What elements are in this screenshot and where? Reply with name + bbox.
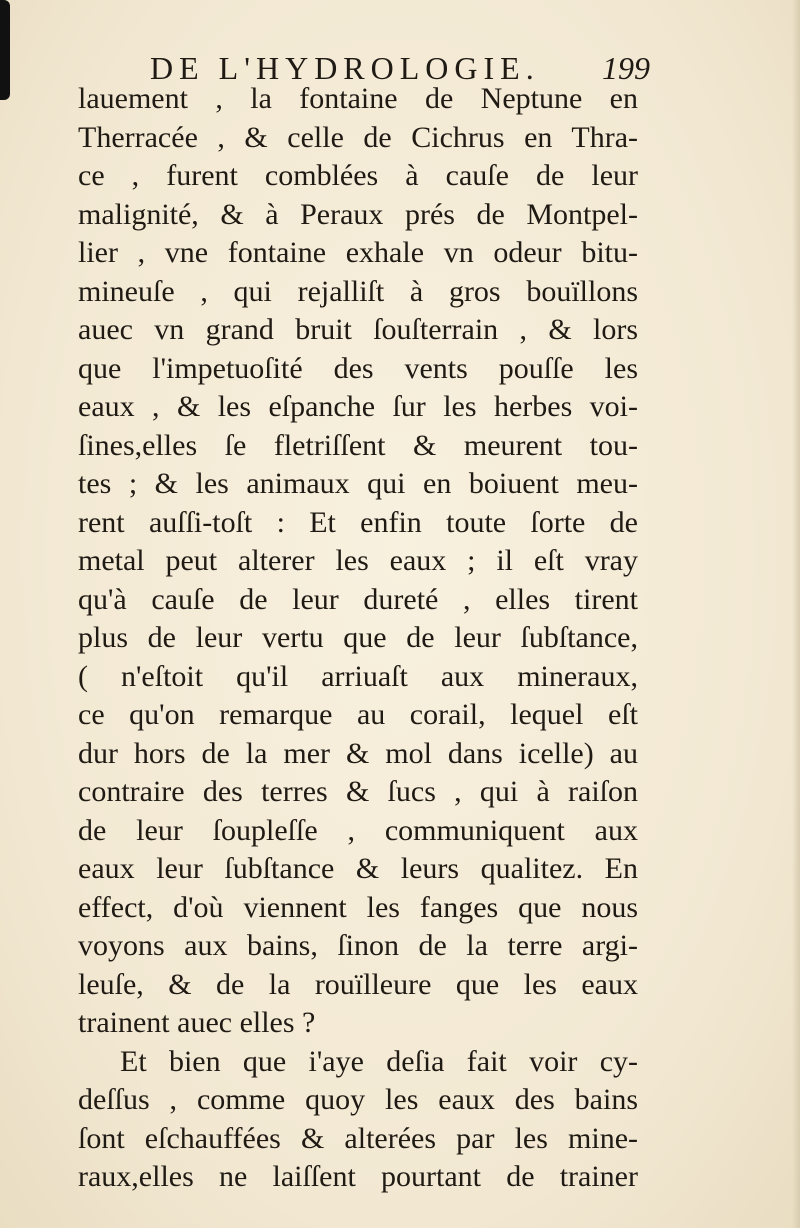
text-line: qu'à cauſe de leur dureté , elles tirent — [78, 582, 638, 616]
text-line: lier , vne fontaine exhale vn odeur bitu- — [78, 236, 638, 269]
text-line: contraire des terres & ſucs , qui à raiſon — [78, 775, 638, 808]
text-line: eaux leur ſubſtance & leurs qualitez. En — [78, 852, 638, 885]
binding-edge — [0, 0, 10, 100]
page-edge-shadow — [792, 0, 800, 1228]
text-line: lauement , la fontaine de Neptune en — [78, 82, 638, 115]
text-line: mineuſe , qui rejalliſt à gros bouïllons — [78, 274, 638, 308]
paragraph-start-line: Et bien que i'aye deſia fait voir cy- — [120, 1044, 638, 1078]
text-line: leuſe, & de la rouïlleure que les eaux — [78, 967, 638, 1001]
text-line: effect, d'où viennent les fanges que nous — [78, 890, 638, 924]
text-line: ( n'eſtoit qu'il arriuaſt aux mineraux, — [78, 659, 638, 693]
text-line: raux,elles ne laiſſent pourtant de trainer — [78, 1160, 638, 1193]
text-line: plus de leur vertu que de leur ſubſtance, — [78, 621, 638, 654]
text-line: eaux , & les eſpanche ſur les herbes voi- — [78, 390, 638, 423]
text-line: ſont eſchauffées & alterées par les mine- — [78, 1121, 638, 1155]
text-line: ce qu'on remarque au corail, lequel eſt — [78, 698, 638, 731]
text-line: deſſus , comme quoy les eaux des bains — [78, 1083, 638, 1116]
text-line: de leur ſoupleſſe , communiquent aux — [78, 813, 638, 847]
text-line: Therracée , & celle de Cichrus en Thra- — [78, 120, 638, 154]
running-head: DE L'HYDROLOGIE. — [150, 50, 540, 86]
text-block — [78, 80, 638, 1197]
text-line: auec vn grand bruit ſouſterrain , & lors — [78, 313, 638, 346]
text-line: voyons aux bains, ſinon de la terre argi- — [78, 929, 638, 962]
text-line: dur hors de la mer & mol dans icelle) au — [78, 736, 638, 770]
paragraph-end-line: trainent auec elles ? — [78, 1006, 316, 1039]
text-line: metal peut alterer les eaux ; il eſt vray — [78, 544, 638, 577]
text-line: ſines,elles ſe fletriſſent & meurent tou- — [78, 428, 638, 462]
page-number: 199 — [602, 50, 650, 86]
text-line: tes ; & les animaux qui en boiuent meu- — [78, 467, 638, 500]
text-line: ce , furent comblées à cauſe de leur — [78, 159, 638, 192]
text-line: que l'impetuoſité des vents pouſſe les — [78, 351, 638, 385]
text-line: malignité, & à Peraux prés de Montpel- — [78, 197, 638, 231]
text-line: rent auſſi-toſt : Et enfin toute ſorte de — [78, 505, 638, 539]
